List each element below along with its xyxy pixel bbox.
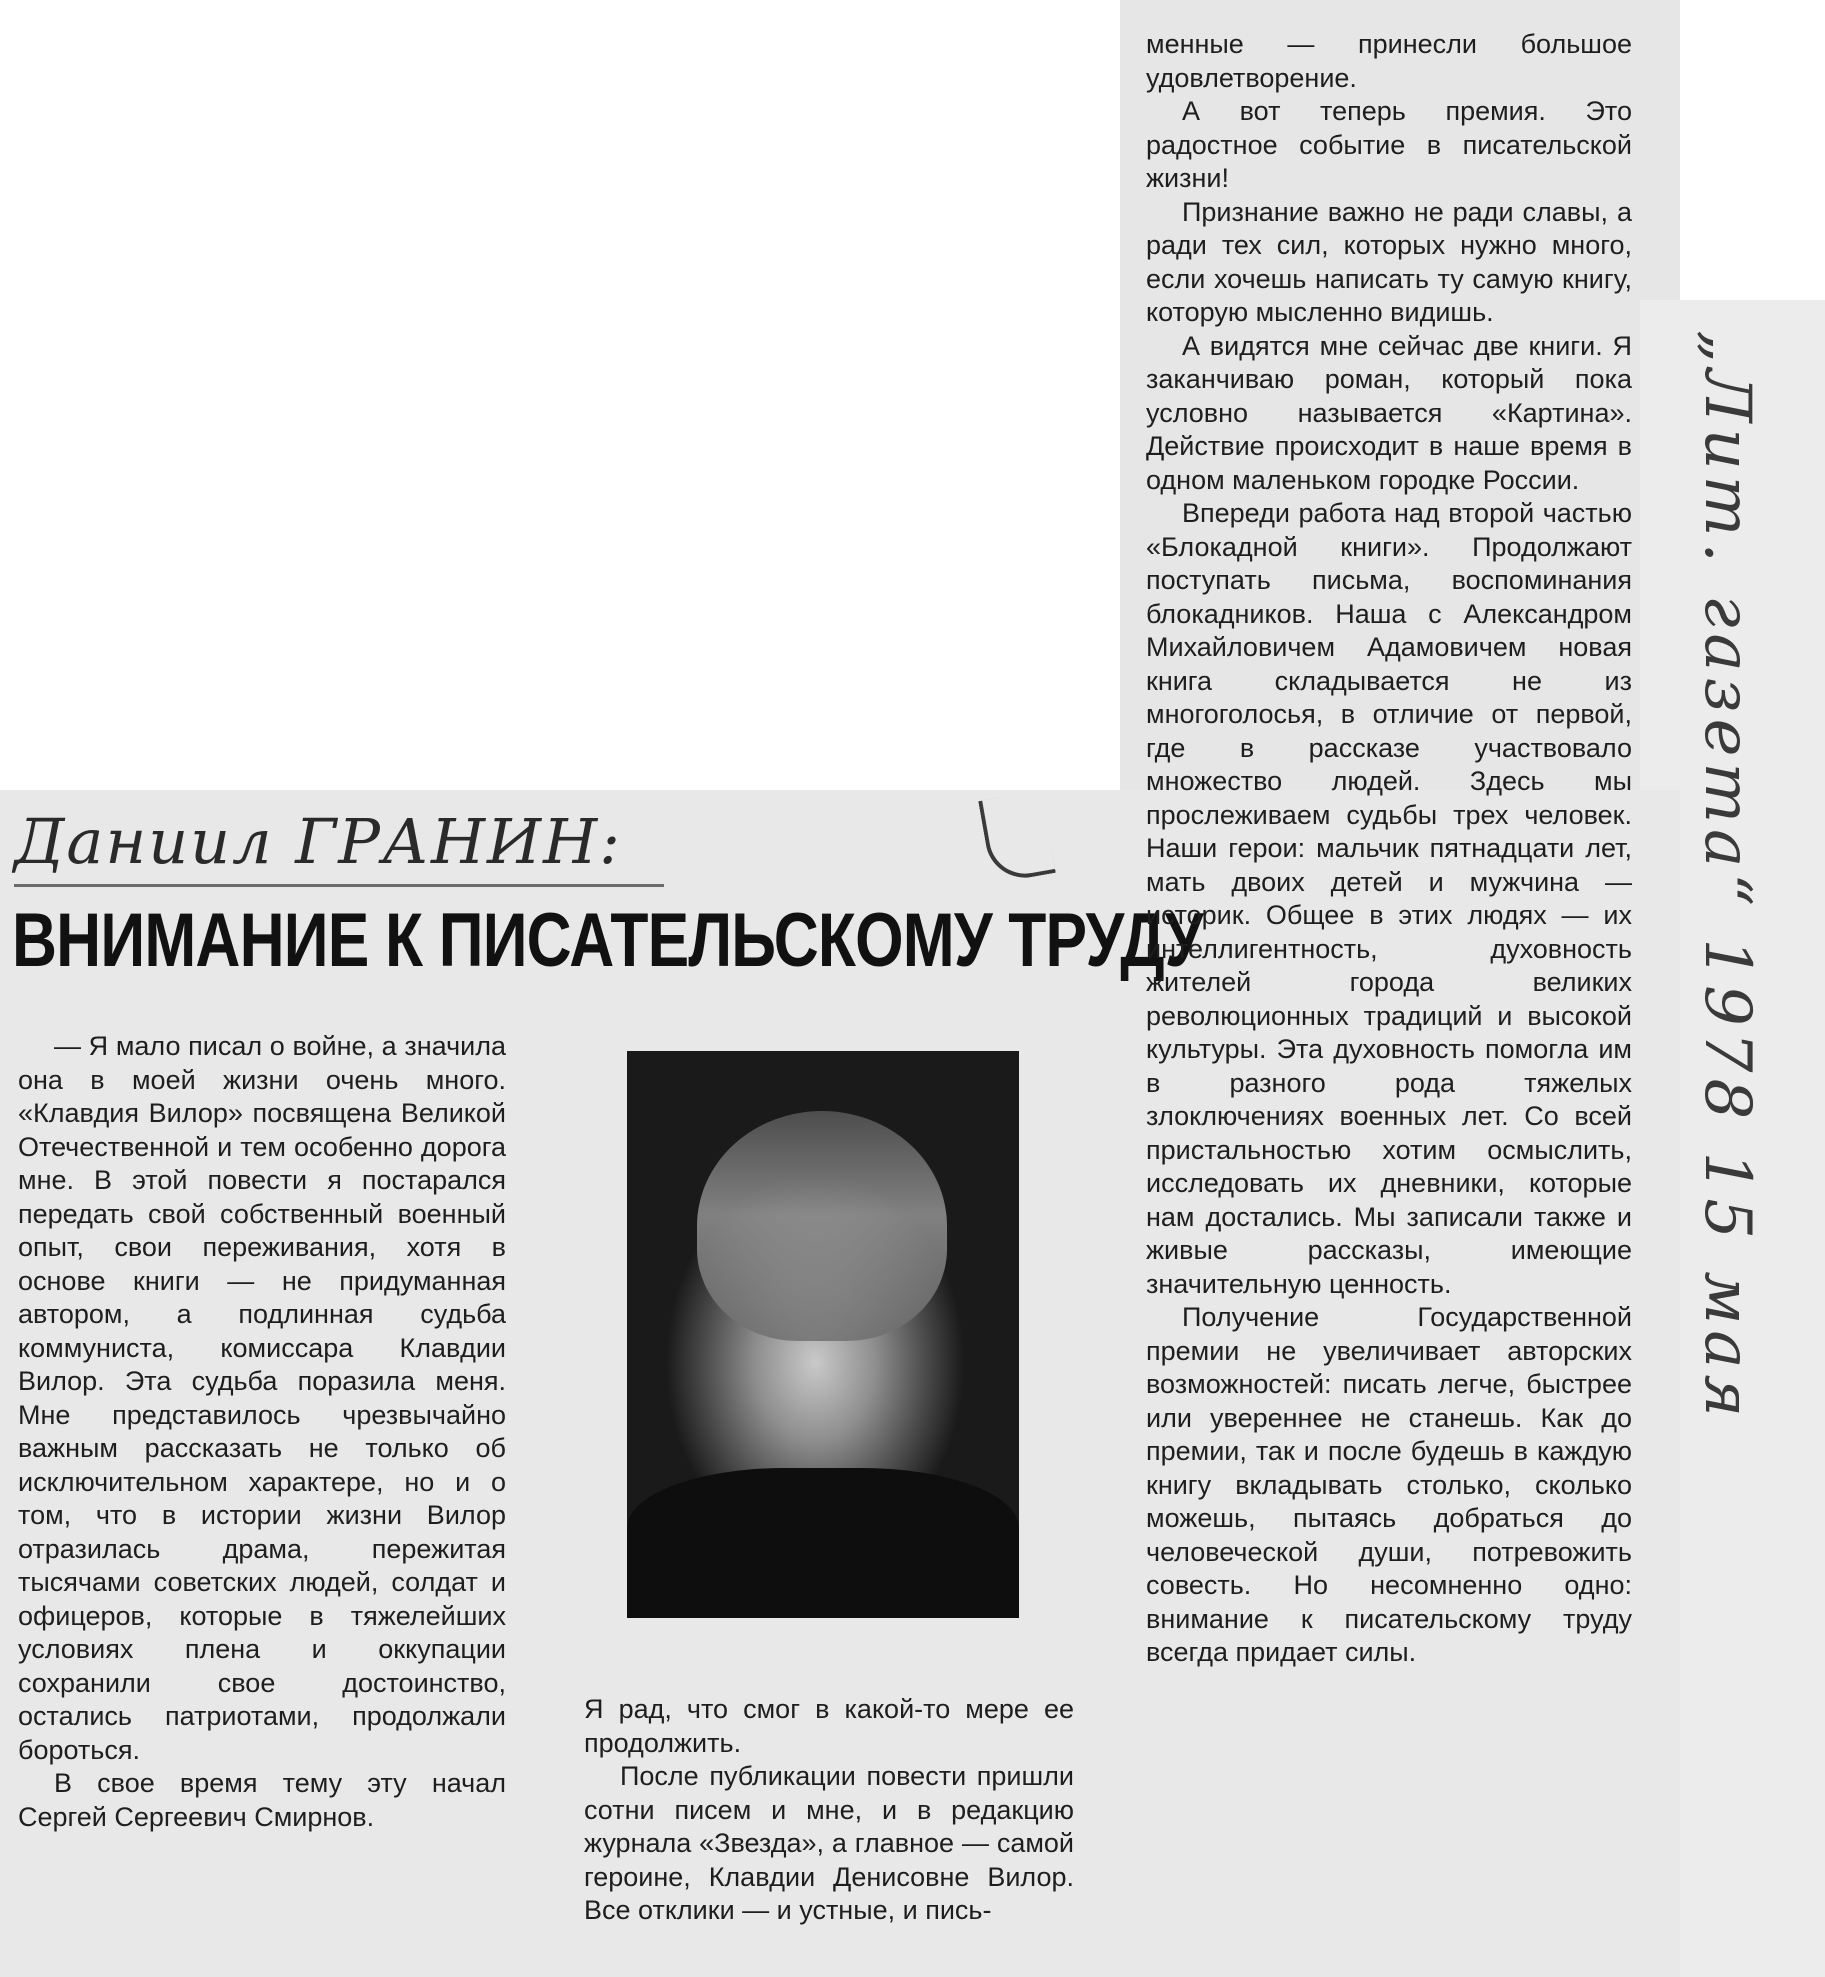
paragraph: Признание важно не ради славы, а ради тех сил, которых нужно много, если хочешь написать ту самую книгу, которую мысленно видишь. <box>1146 196 1632 327</box>
portrait-photo <box>627 1051 1019 1618</box>
paragraph: После публикации повести пришли сотни писем и мне, и в редакцию журнала «Звезда», а главное — самой героине, Клавдии Денисовне Вилор. Все отклики — и устные, и пись- <box>584 1761 1074 1925</box>
paragraph: — Я мало писал о войне, а значила она в моей жизни очень много. «Клавдия Вилор» посвящена Великой Отечественной и тем особенно дорога мне. В этой повести я постарался передать свой собственный военный опыт, свои переживания, хотя в основе книги — не придуманная автором, а подлинная судьба коммуниста, комиссара Клавдии Вилор. Эта судьба поразила меня. Мне представилось чрезвычайно важным рассказать не только об исключительном характере, но и о том, что в истории жизни Вилор отразилась драма, пережитая тысячами советских людей, солдат и офицеров, которые в тяжелейших условиях плена и оккупации сохранили свое достоинство, остались патриотами, продолжали бороться. <box>18 1031 506 1765</box>
paragraph: В свое время тему эту начал Сергей Сергеевич Смирнов. <box>18 1768 506 1832</box>
photo-hair-shape <box>697 1111 947 1341</box>
photo-shoulders-shape <box>627 1468 1019 1618</box>
article-column-2 <box>584 1693 1074 1928</box>
paragraph: А вот теперь премия. Это радостное событие в писательской жизни! <box>1146 96 1632 193</box>
byline: Даниил ГРАНИН: <box>14 802 664 887</box>
article-column-1 <box>18 1030 506 1834</box>
paragraph: Впереди работа над второй частью «Блокадной книги». Продолжают поступать письма, воспоминания блокадников. Наша с Александром Михайловичем Адамовичем новая книга складывается не из многоголосья, в отличие от первой, где в рассказе участвовало множество людей. Здесь мы прослеживаем судьбы трех человек. Наши герои: мальчик пятнадцати лет, мать двоих детей и мужчина — историк. Общее в этих людях — их интеллигентность, духовность жителей города великих революционных традиций и высокой культуры. Эта духовность помогла им в разного рода тяжелых злоключениях военных лет. Со всей пристальностью хотим осмыслить, исследовать их дневники, которые нам достались. Мы записали также и живые рассказы, имеющие значительную ценность. <box>1146 498 1632 1299</box>
headline: ВНИМАНИЕ К ПИСАТЕЛЬСКОМУ ТРУДУ <box>12 898 1203 983</box>
paragraph: менные — принесли большое удовлетворение. <box>1146 29 1632 93</box>
paragraph: Я рад, что смог в какой-то мере ее продолжить. <box>584 1694 1074 1758</box>
handwritten-source-note: „Лит. газета“ 1978 15 мая <box>1690 330 1764 1423</box>
paragraph: А видятся мне сейчас две книги. Я заканчиваю роман, который пока условно называется «Картина». Действие происходит в наше время в одном маленьком городке России. <box>1146 330 1632 495</box>
paragraph: Получение Государственной премии не увеличивает авторских возможностей: писать легче, быстрее или увереннее не станешь. Как до премии, так и после будешь в каждую книгу вкладывать столько, сколько можешь, пытаясь добраться до человеческой души, потревожить совесть. Но несомненно одно: внимание к писательскому труду всегда придает силы. <box>1146 1302 1632 1667</box>
article-column-3 <box>1146 28 1632 1670</box>
